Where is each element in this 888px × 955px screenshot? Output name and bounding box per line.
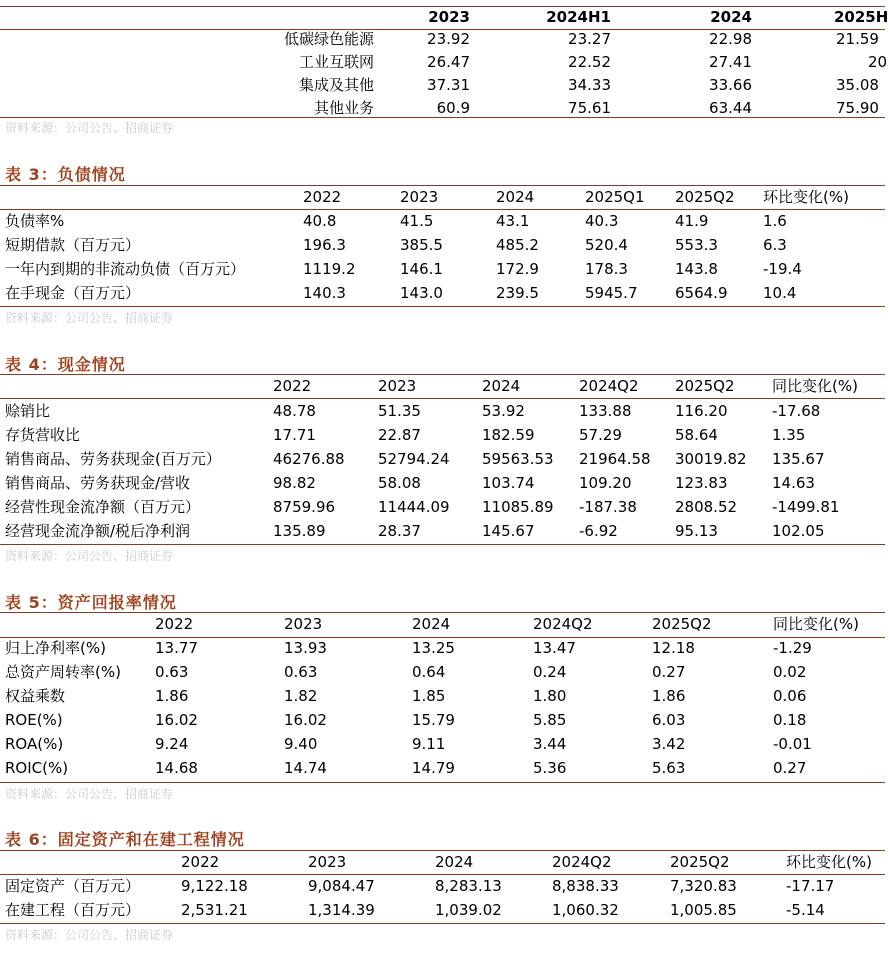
table-cell: 3.44: [533, 735, 567, 753]
table-cell: 0.02: [773, 663, 807, 681]
table-cell: 385.5: [400, 236, 443, 254]
header-cell: 2023: [308, 853, 347, 871]
table-cell: 9,084.47: [308, 877, 375, 895]
row-label: 经营现金流净额/税后净利润: [5, 522, 191, 540]
table-cell: 1119.2: [303, 260, 356, 278]
header-cell: 同比变化(%): [772, 377, 858, 395]
row-label: 短期借款（百万元）: [5, 236, 141, 254]
table-rule-top: [0, 185, 885, 186]
table-rule-bottom: [0, 782, 885, 783]
table-cell: -1499.81: [772, 498, 840, 516]
table-cell: 40.8: [303, 212, 337, 230]
row-label: 归上净利率(%): [5, 639, 106, 657]
table-rule-header: [0, 209, 885, 210]
table-cell: 6564.9: [675, 284, 728, 302]
table-cell: 34.33: [568, 76, 611, 94]
table-title: 表 3：负债情况: [5, 165, 126, 184]
header-cell: 2022: [303, 188, 342, 206]
table-cell: 1,060.32: [552, 901, 619, 919]
table-cell: 35.08: [836, 76, 879, 94]
table-cell: 95.13: [675, 522, 718, 540]
table-cell: 1.86: [155, 687, 189, 705]
table-cell: 520.4: [585, 236, 628, 254]
table-cell: 5.85: [533, 711, 567, 729]
table-rule-header: [0, 398, 885, 399]
table-cell: 58.64: [675, 426, 718, 444]
header-cell: 环比变化(%): [763, 188, 849, 206]
table-cell: 5.36: [533, 759, 567, 777]
row-label: 集成及其他: [298, 76, 374, 94]
table-cell: 40.3: [585, 212, 619, 230]
table-cell: 0.64: [412, 663, 446, 681]
header-cell: 2025Q2: [670, 853, 730, 871]
row-label: 赊销比: [5, 402, 51, 420]
header-cell: 2024Q2: [552, 853, 612, 871]
table-cell: 48.78: [273, 402, 316, 420]
table-cell: -1.29: [773, 639, 812, 657]
table-cell: 196.3: [303, 236, 346, 254]
table-cell: 133.88: [579, 402, 632, 420]
table-cell: -5.14: [786, 901, 825, 919]
header-cell: 2022: [155, 615, 194, 633]
header-cell: 2023: [284, 615, 323, 633]
table-cell: 23.92: [427, 30, 470, 48]
row-label: 在建工程（百万元）: [5, 901, 141, 919]
table-cell: 0.27: [773, 759, 807, 777]
table-cell: 0.06: [773, 687, 807, 705]
row-label: 销售商品、劳务获现金(百万元）: [5, 450, 221, 468]
table-cell: 123.83: [675, 474, 728, 492]
table-cell: 10.4: [763, 284, 797, 302]
table-cell: 143.8: [675, 260, 718, 278]
table-cell: 1.86: [652, 687, 686, 705]
table-cell: 0.63: [284, 663, 318, 681]
table-cell: 60.9: [436, 99, 470, 117]
table-cell: 20: [868, 53, 888, 71]
table-title: 表 4：现金情况: [5, 355, 126, 374]
table-rule-top: [0, 374, 885, 375]
table-cell: 53.92: [482, 402, 525, 420]
table-cell: 172.9: [496, 260, 539, 278]
table-cell: 9.11: [412, 735, 446, 753]
table-cell: 15.79: [412, 711, 455, 729]
table-cell: 5945.7: [585, 284, 638, 302]
table-cell: 98.82: [273, 474, 316, 492]
table-cell: 14.68: [155, 759, 198, 777]
table-rule-bottom: [0, 306, 885, 307]
table-rule-bottom: [0, 544, 885, 545]
table-cell: 12.18: [652, 639, 695, 657]
table-cell: 33.66: [709, 76, 752, 94]
table-cell: 3.42: [652, 735, 686, 753]
header-cell: 2024Q2: [533, 615, 593, 633]
table-title: 表 5：资产回报率情况: [5, 593, 177, 612]
table-cell: 14.74: [284, 759, 327, 777]
table-cell: 22.52: [568, 53, 611, 71]
row-label: 经营性现金流净额（百万元）: [5, 498, 201, 516]
header-cell: 2022: [273, 377, 312, 395]
table-cell: -6.92: [579, 522, 618, 540]
table-cell: 23.27: [568, 30, 611, 48]
table-cell: 178.3: [585, 260, 628, 278]
table-cell: 17.71: [273, 426, 316, 444]
header-cell: 2025Q1: [585, 188, 645, 206]
row-label: 其他业务: [313, 99, 374, 117]
row-label: 负债率%: [5, 212, 65, 230]
table-cell: 22.87: [378, 426, 421, 444]
table-cell: 9.40: [284, 735, 318, 753]
table-cell: 140.3: [303, 284, 346, 302]
table-cell: 5.63: [652, 759, 686, 777]
row-label: 在手现金（百万元）: [5, 284, 141, 302]
table-cell: -187.38: [579, 498, 637, 516]
row-label: 存货营收比: [5, 426, 81, 444]
row-label: 低碳绿色能源: [283, 30, 374, 48]
source-note: 资料来源：公司公告、招商证券: [5, 787, 174, 801]
table-cell: 9.24: [155, 735, 189, 753]
table-rule-bottom: [0, 923, 885, 924]
table-cell: 16.02: [155, 711, 198, 729]
header-cell: 2024: [496, 188, 535, 206]
table-cell: 109.20: [579, 474, 632, 492]
table-cell: -17.17: [786, 877, 835, 895]
table-cell: 135.67: [772, 450, 825, 468]
table-cell: 485.2: [496, 236, 539, 254]
header-cell: 环比变化(%): [786, 853, 872, 871]
row-label: ROA(%): [5, 735, 64, 753]
table-cell: 146.1: [400, 260, 443, 278]
table-top-rule-bottom: [0, 117, 885, 118]
table-cell: 11085.89: [482, 498, 554, 516]
table-cell: 1.85: [412, 687, 446, 705]
table-cell: -19.4: [763, 260, 802, 278]
table-cell: 6.03: [652, 711, 686, 729]
table-cell: 22.98: [709, 30, 752, 48]
table-cell: 16.02: [284, 711, 327, 729]
table-cell: 30019.82: [675, 450, 747, 468]
table-cell: 8759.96: [273, 498, 336, 516]
table-cell: 145.67: [482, 522, 535, 540]
source-note: 资料来源：公司公告、招商证券: [5, 928, 174, 942]
table-cell: 6.3: [763, 236, 787, 254]
table-cell: 21.59: [836, 30, 879, 48]
table-cell: 116.20: [675, 402, 728, 420]
table-cell: 13.47: [533, 639, 576, 657]
table-cell: 1.82: [284, 687, 318, 705]
header-cell: 2024Q2: [579, 377, 639, 395]
table-cell: 75.90: [836, 99, 879, 117]
table-cell: 553.3: [675, 236, 718, 254]
table-cell: 37.31: [427, 76, 470, 94]
source-note: 资料来源：公司公告、招商证券: [5, 311, 174, 325]
table-cell: 143.0: [400, 284, 443, 302]
row-label: 销售商品、劳务获现金/营收: [5, 474, 191, 492]
table-cell: 58.08: [378, 474, 421, 492]
header-cell: 2022: [181, 853, 220, 871]
header-cell: 2024: [482, 377, 521, 395]
row-label: ROE(%): [5, 711, 63, 729]
table-cell: 52794.24: [378, 450, 450, 468]
table-cell: 43.1: [496, 212, 530, 230]
header-cell: 2023: [400, 188, 439, 206]
table-cell: 21964.58: [579, 450, 651, 468]
table-title: 表 6：固定资产和在建工程情况: [5, 830, 245, 849]
table-cell: 1,314.39: [308, 901, 375, 919]
table-cell: 1.80: [533, 687, 567, 705]
table-cell: 1,039.02: [435, 901, 502, 919]
table-cell: 1.6: [763, 212, 787, 230]
table-cell: 102.05: [772, 522, 825, 540]
table-cell: 2808.52: [675, 498, 738, 516]
table-cell: 63.44: [709, 99, 752, 117]
row-label: 固定资产（百万元）: [5, 877, 141, 895]
table-cell: 13.25: [412, 639, 455, 657]
table-cell: 135.89: [273, 522, 326, 540]
table-cell: -0.01: [773, 735, 812, 753]
row-label: 工业互联网: [298, 53, 374, 71]
table-cell: 14.63: [772, 474, 815, 492]
header-cell: 2023: [378, 377, 417, 395]
header-cell: 2024: [435, 853, 474, 871]
table-cell: 103.74: [482, 474, 535, 492]
table-cell: 13.77: [155, 639, 198, 657]
header-cell: 2024: [412, 615, 451, 633]
table-cell: 75.61: [568, 99, 611, 117]
table-cell: -17.68: [772, 402, 821, 420]
table-cell: 59563.53: [482, 450, 554, 468]
table-top-header-cell: 2024H1: [546, 8, 611, 26]
table-top-header-cell: 2024: [710, 8, 752, 26]
table-cell: 0.63: [155, 663, 189, 681]
table-cell: 8,838.33: [552, 877, 619, 895]
row-label: ROIC(%): [5, 759, 69, 777]
table-cell: 41.9: [675, 212, 709, 230]
header-cell: 2025Q2: [675, 377, 735, 395]
row-label: 一年内到期的非流动负债（百万元）: [5, 260, 246, 278]
table-top-header-cell: 2025H: [834, 8, 888, 26]
header-cell: 同比变化(%): [773, 615, 859, 633]
header-cell: 2025Q2: [652, 615, 712, 633]
table-cell: 57.29: [579, 426, 622, 444]
source-note: 资料来源：公司公告、招商证券: [5, 121, 174, 135]
table-top-header-cell: 2023: [428, 8, 470, 26]
table-cell: 0.27: [652, 663, 686, 681]
source-note: 资料来源：公司公告、招商证券: [5, 549, 174, 563]
table-cell: 14.79: [412, 759, 455, 777]
header-cell: 2025Q2: [675, 188, 735, 206]
table-cell: 8,283.13: [435, 877, 502, 895]
table-cell: 182.59: [482, 426, 535, 444]
table-cell: 41.5: [400, 212, 434, 230]
table-cell: 7,320.83: [670, 877, 737, 895]
table-cell: 46276.88: [273, 450, 345, 468]
table-cell: 51.35: [378, 402, 421, 420]
table-cell: 1,005.85: [670, 901, 737, 919]
table-cell: 27.41: [709, 53, 752, 71]
table-cell: 1.35: [772, 426, 806, 444]
table-cell: 26.47: [427, 53, 470, 71]
table-cell: 2,531.21: [181, 901, 248, 919]
table-cell: 239.5: [496, 284, 539, 302]
table-cell: 9,122.18: [181, 877, 248, 895]
table-cell: 13.93: [284, 639, 327, 657]
row-label: 总资产周转率(%): [5, 663, 121, 681]
table-cell: 0.24: [533, 663, 567, 681]
table-cell: 0.18: [773, 711, 807, 729]
row-label: 权益乘数: [5, 687, 66, 705]
table-cell: 11444.09: [378, 498, 450, 516]
table-cell: 28.37: [378, 522, 421, 540]
